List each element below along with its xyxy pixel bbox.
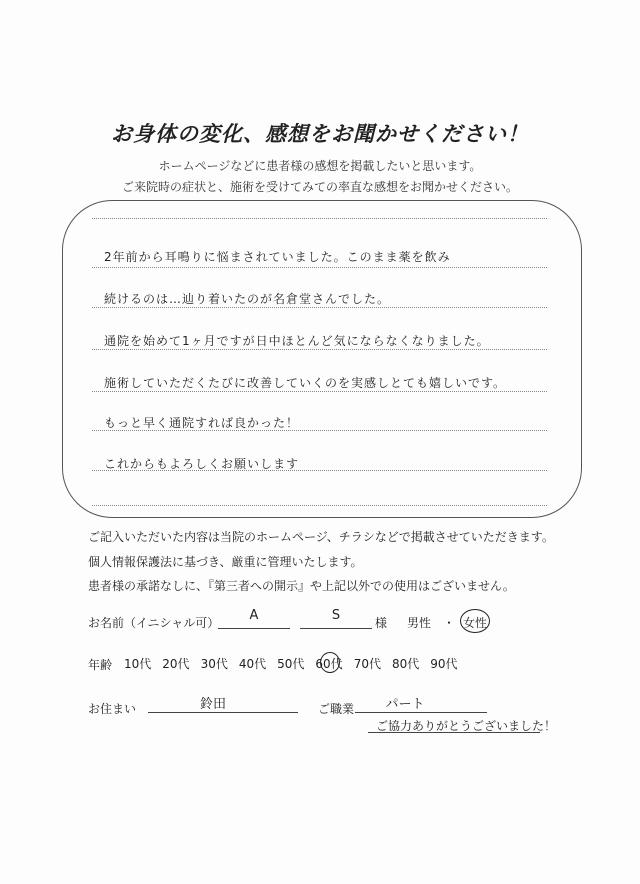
name-initial-2[interactable]: S: [331, 608, 341, 623]
age-selected-circle: [320, 652, 340, 673]
age-option-selected[interactable]: 50代: [277, 657, 305, 671]
page-title: お身体の変化、感想をお聞かせください！: [111, 122, 529, 146]
comment-line: これからもよろしくお願いします: [104, 457, 300, 471]
name-initial-1[interactable]: A: [249, 608, 259, 623]
comment-ruled-line: [92, 267, 547, 268]
subtitle-line-1: ホームページなどに患者様の感想を掲載したいと思います。: [158, 159, 482, 173]
thanks-message: ご協力ありがとうございました！: [376, 719, 557, 733]
honorific-label: 様: [375, 616, 388, 630]
age-option[interactable]: 20代: [162, 657, 190, 671]
residence-value[interactable]: 鈴田: [199, 697, 226, 712]
comment-line: 続けるのは…辿り着いたのが名倉堂さんでした。: [104, 292, 391, 306]
notice-line: 患者様の承諾なしに、『第三者への開示』や上記以外での使用はございません。: [88, 579, 515, 593]
gender-male-option[interactable]: 男性: [407, 616, 432, 630]
gender-female-option[interactable]: 女性: [463, 616, 488, 630]
age-options: [124, 655, 469, 672]
comment-line: 2年前から耳鳴りに悩まされていました。このまま薬を飲み: [104, 250, 451, 264]
comment-ruled-line: [92, 391, 547, 392]
comment-line: もっと早く通院すれば良かった！: [104, 416, 300, 430]
age-option[interactable]: 70代: [353, 657, 381, 671]
age-option[interactable]: 80代: [391, 657, 420, 671]
gender-separator: ・: [443, 616, 456, 630]
comment-ruled-line: [92, 505, 547, 506]
comment-line: 通院を始めて1ヶ月ですが日中ほとんど気にならなくなりました。: [104, 334, 490, 348]
age-option[interactable]: 90代: [430, 657, 458, 671]
occupation-label: ご職業: [318, 702, 355, 716]
notice-line: 個人情報保護法に基づき、厳重に管理いたします。: [88, 555, 363, 569]
thanks-underline: [368, 732, 540, 733]
age-option[interactable]: 30代: [200, 657, 228, 671]
name-underline-2: [300, 628, 372, 629]
comment-ruled-line: [92, 218, 547, 219]
comment-ruled-line: [92, 349, 547, 350]
occupation-value[interactable]: パート: [385, 697, 425, 712]
age-option[interactable]: 10代: [124, 657, 152, 671]
age-label: 年齢: [88, 658, 113, 672]
age-option[interactable]: 40代: [238, 657, 267, 671]
comment-line: 施術していただくたびに改善していくのを実感しとても嬉しいです。: [104, 376, 507, 390]
residence-label: お住まい: [88, 702, 137, 716]
name-underline-1: [218, 628, 290, 629]
name-label: お名前（イニシャル可）: [88, 616, 220, 630]
residence-underline: [148, 712, 298, 713]
comment-ruled-line: [92, 307, 547, 308]
notice-line: ご記入いただいた内容は当院のホームページ、チラシなどで掲載させていただきます。: [88, 530, 554, 544]
occupation-underline: [355, 712, 487, 713]
subtitle-line-2: ご来院時の症状と、施術を受けてみての率直な感想をお聞かせください。: [121, 180, 518, 194]
age-option[interactable]: 60代: [315, 657, 343, 671]
gender-selected-circle: [460, 609, 490, 633]
